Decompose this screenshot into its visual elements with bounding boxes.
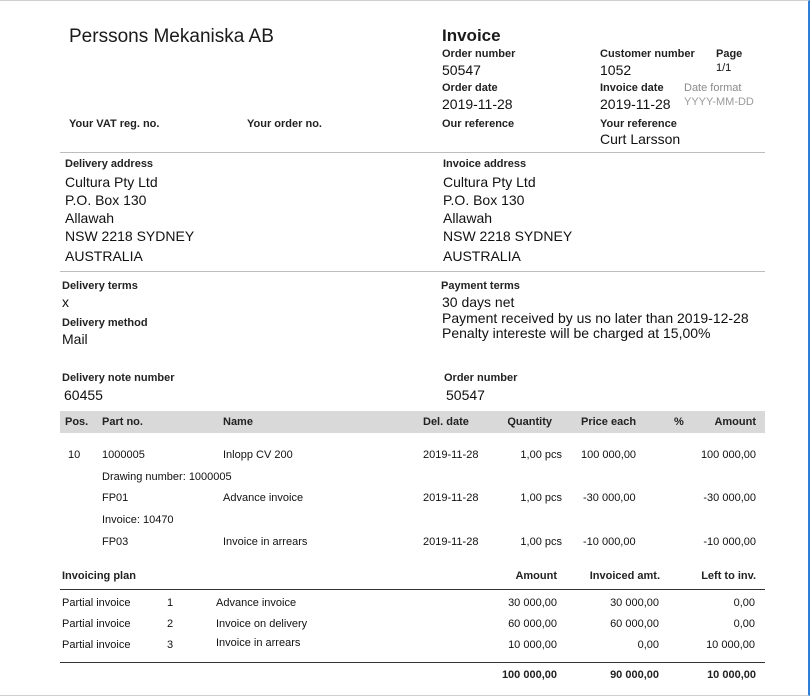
item-part-no: 1000005: [102, 449, 145, 461]
delivery-address-line: NSW 2218 SYDNEY: [65, 228, 195, 244]
delivery-address-label: Delivery address: [65, 158, 154, 170]
plan-amount: 10 000,00: [508, 639, 557, 651]
order-date-label: Order date: [442, 82, 498, 94]
item-price: -30 000,00: [583, 492, 636, 504]
item-quantity: 1,00 pcs: [520, 536, 562, 548]
date-format-label: Date format: [684, 82, 742, 94]
col-part-no: Part no.: [102, 416, 143, 428]
divider: [60, 271, 765, 272]
item-price: -10 000,00: [583, 536, 636, 548]
item-amount: 100 000,00: [700, 449, 756, 461]
page-label: Page: [716, 48, 743, 60]
payment-terms-line: Payment received by us no later than 2019-12-28: [442, 310, 749, 326]
your-reference-label: Your reference: [600, 118, 677, 130]
col-pos: Pos.: [65, 416, 89, 428]
customer-number-label: Customer number: [600, 48, 695, 60]
col-del-date: Del. date: [423, 416, 469, 428]
item-pos: 10: [68, 449, 81, 461]
delivery-terms: x: [62, 294, 69, 310]
item-note: Drawing number: 1000005: [102, 471, 232, 483]
item-del-date: 2019-11-28: [423, 492, 479, 504]
your-order-label: Your order no.: [247, 118, 322, 130]
invoice-date-label: Invoice date: [600, 82, 664, 94]
payment-terms-line: 30 days net: [442, 294, 515, 310]
your-reference: Curt Larsson: [600, 131, 681, 147]
date-format: YYYY-MM-DD: [684, 96, 754, 108]
plan-left: 10 000,00: [706, 639, 755, 651]
item-name: Invoice in arrears: [223, 536, 308, 548]
col-percent: %: [674, 416, 684, 428]
document-title: Invoice: [442, 26, 501, 45]
item-name: Advance invoice: [223, 492, 304, 504]
delivery-address-line: Cultura Pty Ltd: [65, 174, 158, 190]
order-number-2: 50547: [446, 387, 485, 403]
invoice-address-line: Allawah: [443, 210, 493, 226]
our-reference-label: Our reference: [442, 118, 515, 130]
plan-num: 1: [167, 597, 174, 609]
plan-left: 0,00: [733, 618, 755, 630]
invoice-date: 2019-11-28: [600, 96, 671, 112]
vat-label: Your VAT reg. no.: [69, 118, 160, 130]
item-part-no: FP03: [102, 536, 129, 548]
order-number-label: Order number: [442, 48, 516, 60]
items-table-header: [60, 411, 765, 433]
invoicing-plan-title: Invoicing plan: [62, 570, 136, 582]
plan-amount: 30 000,00: [508, 597, 557, 609]
invoice-address-label: Invoice address: [443, 158, 527, 170]
plan-col-amount: Amount: [515, 570, 557, 582]
item-price: 100 000,00: [581, 449, 637, 461]
total-left: 10 000,00: [707, 669, 756, 681]
item-note: Invoice: 10470: [102, 514, 174, 526]
plan-invoiced: 60 000,00: [610, 618, 659, 630]
col-quantity: Quantity: [507, 416, 552, 428]
plan-num: 2: [167, 618, 174, 630]
plan-col-left: Left to inv.: [701, 570, 756, 582]
item-del-date: 2019-11-28: [423, 449, 479, 461]
plan-invoiced: 30 000,00: [610, 597, 659, 609]
plan-type: Partial invoice: [62, 618, 131, 630]
item-quantity: 1,00 pcs: [520, 492, 562, 504]
delivery-method-label: Delivery method: [62, 317, 148, 329]
plan-header-rule: [60, 589, 765, 590]
col-amount: Amount: [714, 416, 756, 428]
payment-terms-label: Payment terms: [441, 280, 520, 292]
plan-type: Partial invoice: [62, 597, 131, 609]
item-amount: -10 000,00: [703, 536, 756, 548]
delivery-address-line: P.O. Box 130: [65, 192, 147, 208]
delivery-note-number: 60455: [64, 387, 103, 403]
invoice-address-line: P.O. Box 130: [443, 192, 525, 208]
delivery-method: Mail: [62, 331, 88, 347]
col-name: Name: [223, 416, 253, 428]
plan-type: Partial invoice: [62, 639, 131, 651]
invoice-address-line: AUSTRALIA: [443, 248, 521, 264]
divider: [60, 152, 765, 153]
page-number: 1/1: [716, 62, 732, 74]
plan-invoiced: 0,00: [637, 639, 659, 651]
payment-terms-line: Penalty intereste will be charged at 15,00%: [442, 325, 711, 341]
plan-left: 0,00: [733, 597, 755, 609]
order-date: 2019-11-28: [442, 96, 513, 112]
plan-desc: Advance invoice: [216, 597, 297, 609]
delivery-note-label: Delivery note number: [62, 372, 175, 384]
customer-number: 1052: [600, 62, 632, 78]
item-part-no: FP01: [102, 492, 129, 504]
item-amount: -30 000,00: [703, 492, 756, 504]
total-amount: 100 000,00: [501, 669, 557, 681]
order-number-label-2: Order number: [444, 372, 518, 384]
invoice-address-line: NSW 2218 SYDNEY: [443, 228, 573, 244]
item-name: Inlopp CV 200: [223, 449, 293, 461]
plan-amount: 60 000,00: [508, 618, 557, 630]
col-price-each: Price each: [581, 416, 637, 428]
company-name: Perssons Mekaniska AB: [69, 26, 274, 47]
plan-col-invoiced: Invoiced amt.: [589, 570, 660, 582]
order-number: 50547: [442, 62, 481, 78]
total-invoiced: 90 000,00: [610, 669, 659, 681]
plan-desc: Invoice on delivery: [216, 618, 308, 630]
plan-desc: Invoice in arrears: [216, 637, 301, 649]
plan-total-rule: [60, 662, 765, 663]
item-quantity: 1,00 pcs: [520, 449, 562, 461]
item-del-date: 2019-11-28: [423, 536, 479, 548]
delivery-address-line: Allawah: [65, 210, 115, 226]
invoice-address-line: Cultura Pty Ltd: [443, 174, 536, 190]
delivery-address-line: AUSTRALIA: [65, 248, 143, 264]
delivery-terms-label: Delivery terms: [62, 280, 138, 292]
plan-num: 3: [167, 639, 174, 651]
